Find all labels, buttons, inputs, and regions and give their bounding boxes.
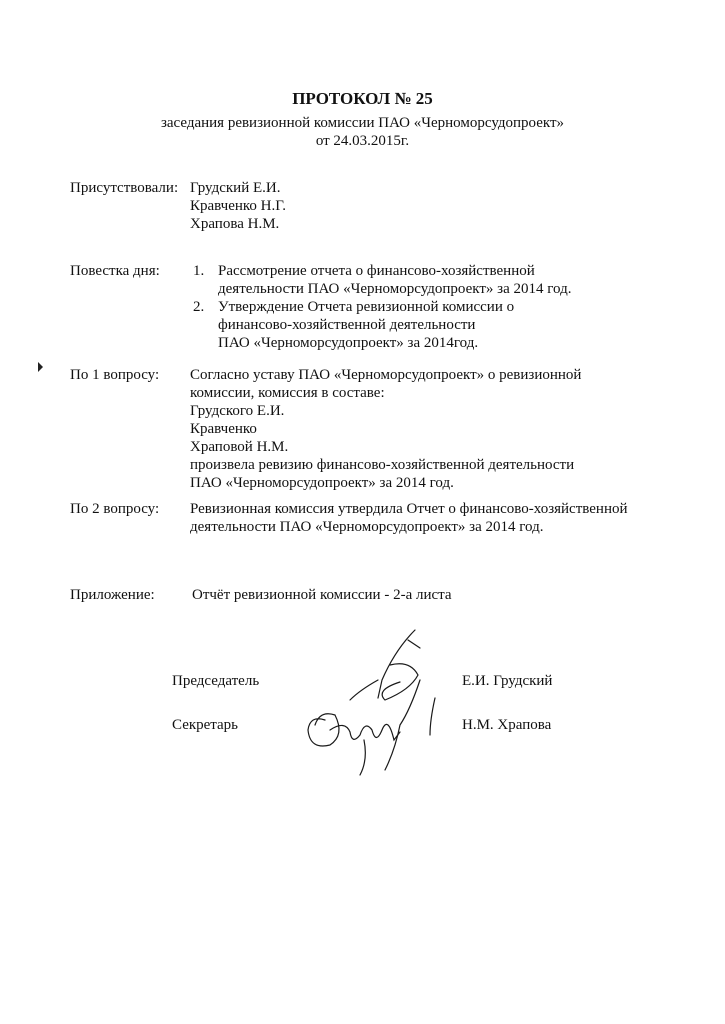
q1-line: ПАО «Черноморсудопроект» за 2014 год. bbox=[190, 475, 454, 491]
secretary-name: Н.М. Храпова bbox=[462, 717, 552, 733]
present-label: Присутствовали: bbox=[70, 180, 179, 196]
agenda-item-line: деятельности ПАО «Черноморсудопроект» за 2014 год. bbox=[218, 281, 572, 297]
document-title: ПРОТОКОЛ № 25 bbox=[292, 89, 433, 108]
agenda-item-line: Утверждение Отчета ревизионной комиссии о bbox=[218, 299, 515, 315]
subtitle-line: заседания ревизионной комиссии ПАО «Черноморсудопроект» bbox=[160, 115, 565, 131]
agenda-item-line: Рассмотрение отчета о финансово-хозяйственной bbox=[218, 263, 535, 279]
scan-mark bbox=[38, 362, 43, 372]
q2-label: По 2 вопросу: bbox=[70, 501, 160, 517]
appendix-label: Приложение: bbox=[70, 587, 155, 603]
present-name: Храпова Н.М. bbox=[190, 216, 280, 232]
q2-line: деятельности ПАО «Черноморсудопроект» за 2014 год. bbox=[190, 519, 544, 535]
q1-line: Храповой Н.М. bbox=[190, 439, 289, 455]
chairman-name: Е.И. Грудский bbox=[462, 673, 553, 689]
q1-line: Согласно уставу ПАО «Черноморсудопроект» о ревизионной bbox=[190, 367, 582, 383]
handwritten-signatures bbox=[290, 620, 470, 790]
q2-line: Ревизионная комиссия утвердила Отчет о финансово-хозяйственной bbox=[190, 501, 628, 517]
agenda-item-number: 1. bbox=[193, 263, 205, 279]
agenda-item-line: финансово-хозяйственной деятельности bbox=[218, 317, 476, 333]
q1-line: Грудского Е.И. bbox=[190, 403, 285, 419]
q1-label: По 1 вопросу: bbox=[70, 367, 160, 383]
secretary-role: Секретарь bbox=[172, 717, 239, 733]
q1-line: Кравченко bbox=[190, 421, 257, 437]
present-name: Грудский Е.И. bbox=[190, 180, 281, 196]
q1-line: комиссии, комиссия в составе: bbox=[190, 385, 385, 401]
q1-line: произвела ревизию финансово-хозяйственной деятельности bbox=[190, 457, 575, 473]
present-name: Кравченко Н.Г. bbox=[190, 198, 286, 214]
meeting-date: от 24.03.2015г. bbox=[315, 133, 410, 149]
chairman-role: Председатель bbox=[172, 673, 260, 689]
agenda-item-number: 2. bbox=[193, 299, 205, 315]
agenda-item-line: ПАО «Черноморсудопроект» за 2014год. bbox=[218, 335, 479, 351]
appendix-text: Отчёт ревизионной комиссии - 2-а листа bbox=[192, 587, 452, 603]
agenda-label: Повестка дня: bbox=[70, 263, 160, 279]
